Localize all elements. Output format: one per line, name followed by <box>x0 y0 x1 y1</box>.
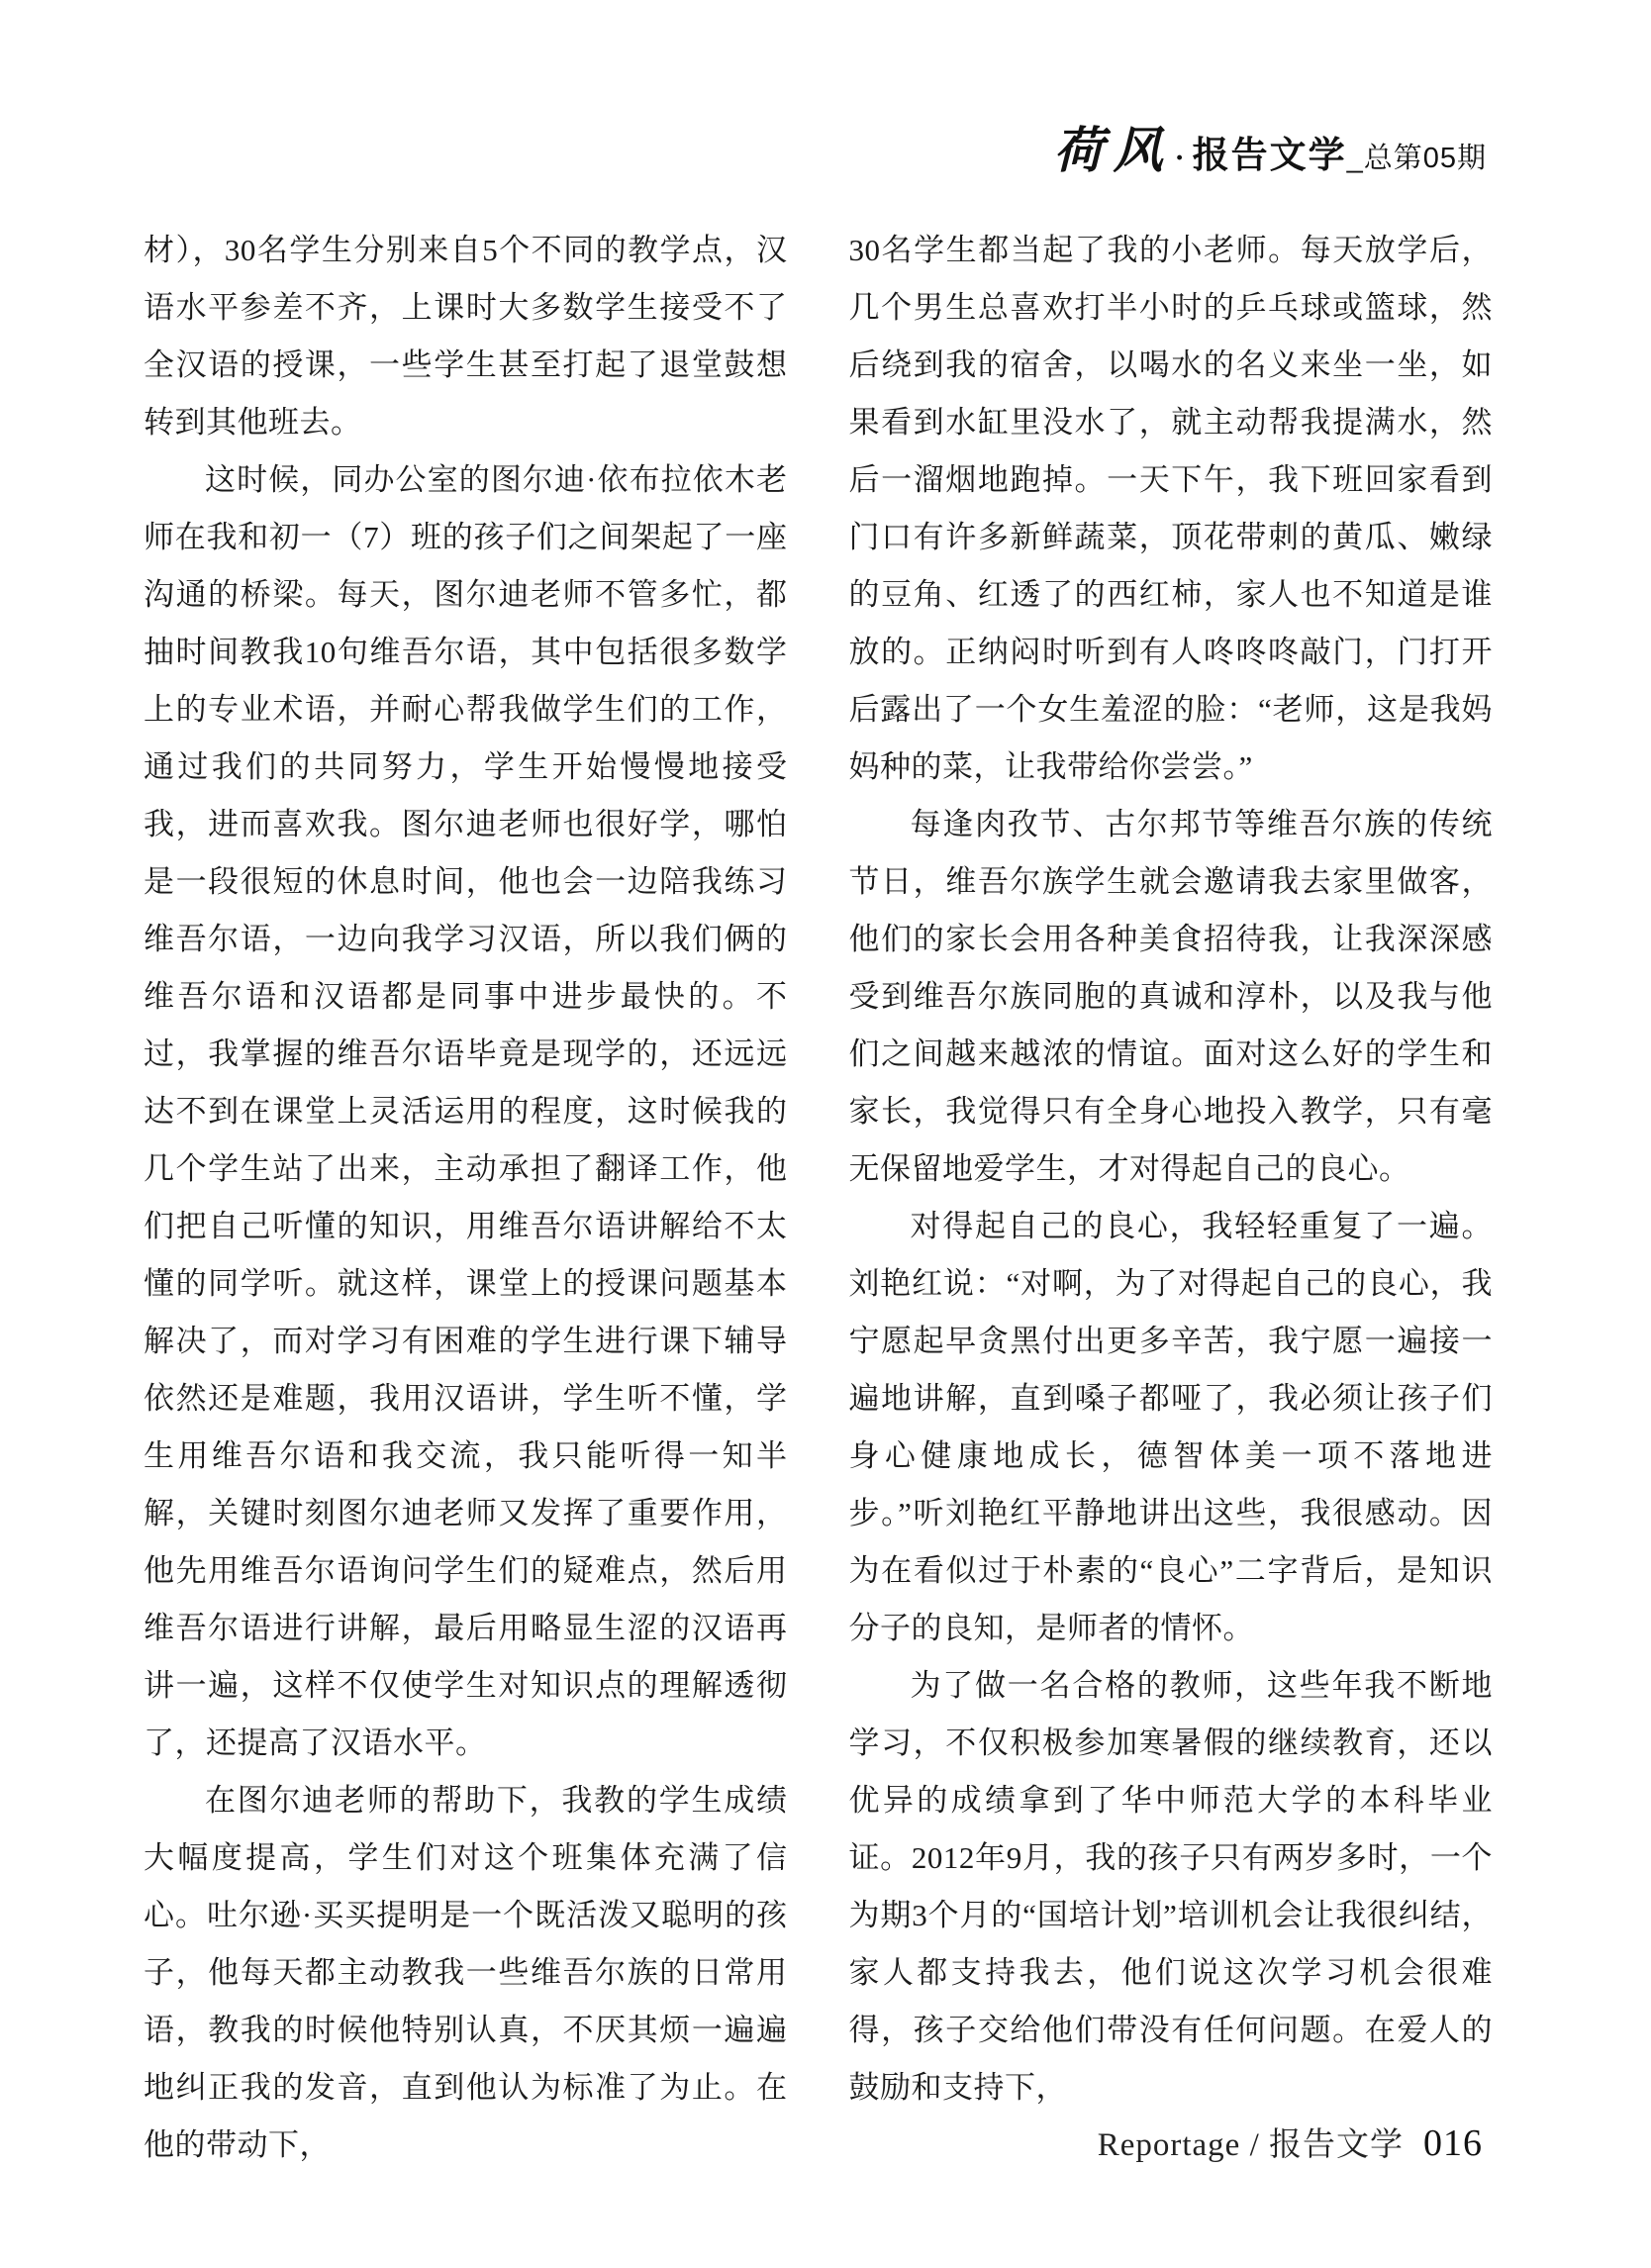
page-header <box>1054 111 1487 182</box>
paragraph: 对得起自己的良心，我轻轻重复了一遍。刘艳红说：“对啊，为了对得起自己的良心，我宁愿起早贪黑付出更多辛苦，我宁愿一遍接一遍地讲解，直到嗓子都哑了，我必须让孩子们身心健康地成长，德智体美一项不落地进步。”听刘艳红平静地讲出这些，我很感动。因为在看似过于朴素的“良心”二字背后，是知识分子的良知，是师者的情怀。 <box>848 1209 1493 1645</box>
footer-separator: / <box>1240 2127 1269 2163</box>
paragraph: 在图尔迪老师的帮助下，我教的学生成绩大幅度提高，学生们对这个班集体充满了信心。吐尔逊·买买提明是一个既活泼又聪明的孩子，他每天都主动教我一些维吾尔族的日常用语，教我的时候他特别认真，不厌其烦一遍遍地纠正我的发音，直到他认为标准了为止。在他的带动下， <box>144 1783 788 2162</box>
paragraph: 这时候，同办公室的图尔迪·依布拉依木老师在我和初一（7）班的孩子们之间架起了一座沟通的桥梁。每天，图尔迪老师不管多忙，都抽时间教我10句维吾尔语，其中包括很多数学上的专业术语，并耐心帮我做学生们的工作，通过我们的共同努力，学生开始慢慢地接受我，进而喜欢我。图尔迪老师也很好学，哪怕是一段很短的休息时间，他也会一边陪我练习维吾尔语，一边向我学习汉语，所以我们俩的维吾尔语和汉语都是同事中进步最快的。不过，我掌握的维吾尔语毕竟是现学的，还远远达不到在课堂上灵活运用的程度，这时候我的几个学生站了出来，主动承担了翻译工作，他们把自己听懂的知识，用维吾尔语讲解给不太懂的同学听。就这样，课堂上的授课问题基本解决了，而对学习有困难的学生进行课下辅导依然还是难题，我用汉语讲，学生听不懂，学生用维吾尔语和我交流，我只能听得一知半解，关键时刻图尔迪老师又发挥了重要作用，他先用维吾尔语询问学生们的疑难点，然后用维吾尔语进行讲解，最后用略显生涩的汉语再讲一遍，这样不仅使学生对知识点的理解透彻了，还提高了汉语水平。 <box>144 462 788 1760</box>
page-footer <box>1098 2119 1483 2165</box>
paragraph: 为了做一名合格的教师，这些年我不断地学习，不仅积极参加寒暑假的继续教育，还以优异的成绩拿到了华中师范大学的本科毕业证。2012年9月，我的孩子只有两岁多时，一个为期3个月的“国培计划”培训机会让我很纠结，家人都支持我去，他们说这次学习机会很难得，孩子交给他们带没有任何问题。在爱人的鼓励和支持下， <box>848 1668 1493 2105</box>
paragraph: 每逢肉孜节、古尔邦节等维吾尔族的传统节日，维吾尔族学生就会邀请我去家里做客，他们的家长会用各种美食招待我，让我深深感受到维吾尔族同胞的真诚和淳朴，以及我与他们之间越来越浓的情谊。面对这么好的学生和家长，我觉得只有全身心地投入教学，只有毫无保留地爱学生，才对得起自己的良心。 <box>848 807 1493 1186</box>
footer-section-zh: 报告文学 <box>1269 2127 1404 2163</box>
footer-section-en: Reportage <box>1097 2127 1241 2163</box>
paragraph: 30名学生都当起了我的小老师。每天放学后，几个男生总喜欢打半小时的乒乓球或篮球，然后绕到我的宿舍，以喝水的名义来坐一坐，如果看到水缸里没水了，就主动帮我提满水，然后一溜烟地跑掉。一天下午，我下班回家看到门口有许多新鲜蔬菜，顶花带刺的黄瓜、嫩绿的豆角、红透了的西红柿，家人也不知道是谁放的。正纳闷时听到有人咚咚咚敲门，门打开后露出了一个女生羞涩的脸：“老师，这是我妈妈种的菜，让我带给你尝尝。” <box>848 233 1493 784</box>
paragraph: 材），30名学生分别来自5个不同的教学点，汉语水平参差不齐，上课时大多数学生接受不了全汉语的授课，一些学生甚至打起了退堂鼓想转到其他班去。 <box>144 233 788 440</box>
magazine-logo: 荷风 <box>1053 121 1173 179</box>
page-number: 016 <box>1423 2122 1483 2164</box>
header-issue-number: _总第05期 <box>1346 143 1487 174</box>
left-column <box>144 222 788 2174</box>
article-body <box>144 222 1493 2174</box>
header-separator-dot: · <box>1174 142 1185 174</box>
header-section-title: 报告文学 <box>1192 135 1347 175</box>
right-column <box>849 222 1494 2174</box>
